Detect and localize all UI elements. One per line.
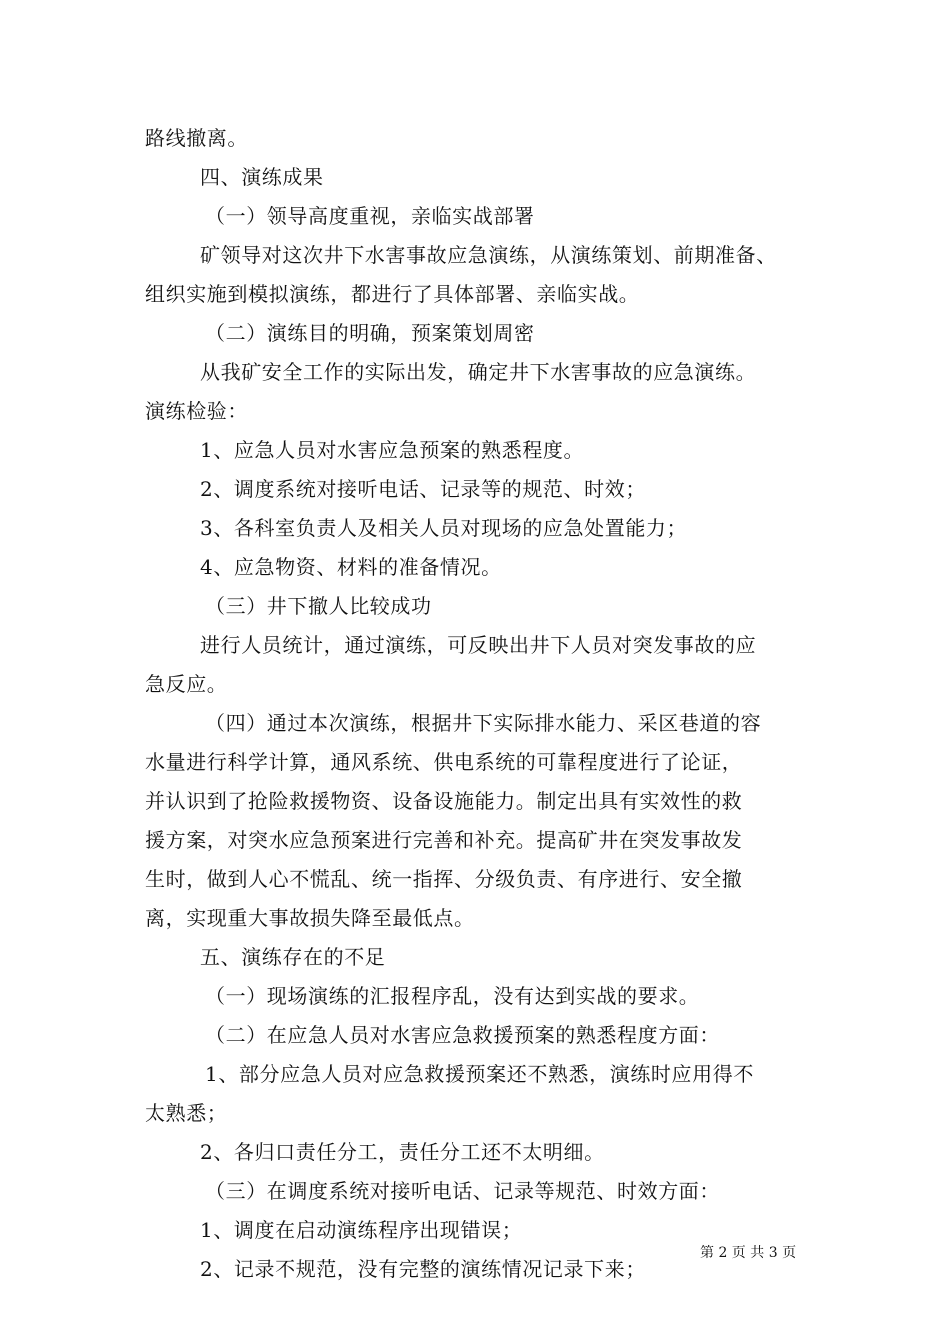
paragraph-line: 组织实施到模拟演练，都进行了具体部署、亲临实战。 [145,282,640,306]
paragraph-line: 矿领导对这次井下水害事故应急演练，从演练策划、前期准备、 [200,243,777,267]
subsection-heading: （二）在应急人员对水害应急救援预案的熟悉程度方面： [205,1023,720,1047]
paragraph-line: 水量进行科学计算，通风系统、供电系统的可靠程度进行了论证， [145,750,743,774]
list-item: 1、应急人员对水害应急预案的熟悉程度。 [200,438,585,462]
paragraph-line: 演练检验： [145,399,248,423]
subsection-heading: （三）井下撤人比较成功 [205,594,432,618]
paragraph-line: 从我矿安全工作的实际出发，确定井下水害事故的应急演练。 [200,360,757,384]
paragraph-line: 太熟悉； [145,1101,228,1125]
list-item: 2、各归口责任分工，责任分工还不太明细。 [200,1140,605,1164]
list-item: 1、调度在启动演练程序出现错误； [200,1218,523,1242]
section-heading: 五、演练存在的不足 [200,945,386,969]
list-item: 1、部分应急人员对应急救援预案还不熟悉，演练时应用得不 [205,1062,754,1086]
list-item: 3、各科室负责人及相关人员对现场的应急处置能力； [200,516,688,540]
subsection-heading: （一）现场演练的汇报程序乱，没有达到实战的要求。 [205,984,700,1008]
list-item: 2、调度系统对接听电话、记录等的规范、时效； [200,477,646,501]
paragraph-line: （四）通过本次演练，根据井下实际排水能力、采区巷道的容 [205,711,762,735]
subsection-heading: （三）在调度系统对接听电话、记录等规范、时效方面： [205,1179,720,1203]
section-heading: 四、演练成果 [200,165,324,189]
paragraph-line: 急反应。 [145,672,228,696]
paragraph-line: 路线撤离。 [145,126,248,150]
paragraph-line: 生时，做到人心不慌乱、统一指挥、分级负责、有序进行、安全撤 [145,867,743,891]
paragraph-line: 援方案，对突水应急预案进行完善和补充。提高矿井在突发事故发 [145,828,743,852]
page-number-footer: 第 2 页 共 3 页 [700,1245,797,1261]
list-item: 2、记录不规范，没有完整的演练情况记录下来； [200,1257,646,1281]
subsection-heading: （二）演练目的明确，预案策划周密 [205,321,535,345]
paragraph-line: 并认识到了抢险救援物资、设备设施能力。制定出具有实效性的救 [145,789,743,813]
paragraph-line: 离，实现重大事故损失降至最低点。 [145,906,475,930]
subsection-heading: （一）领导高度重视，亲临实战部署 [205,204,535,228]
paragraph-line: 进行人员统计，通过演练，可反映出井下人员对突发事故的应 [200,633,757,657]
list-item: 4、应急物资、材料的准备情况。 [200,555,502,579]
